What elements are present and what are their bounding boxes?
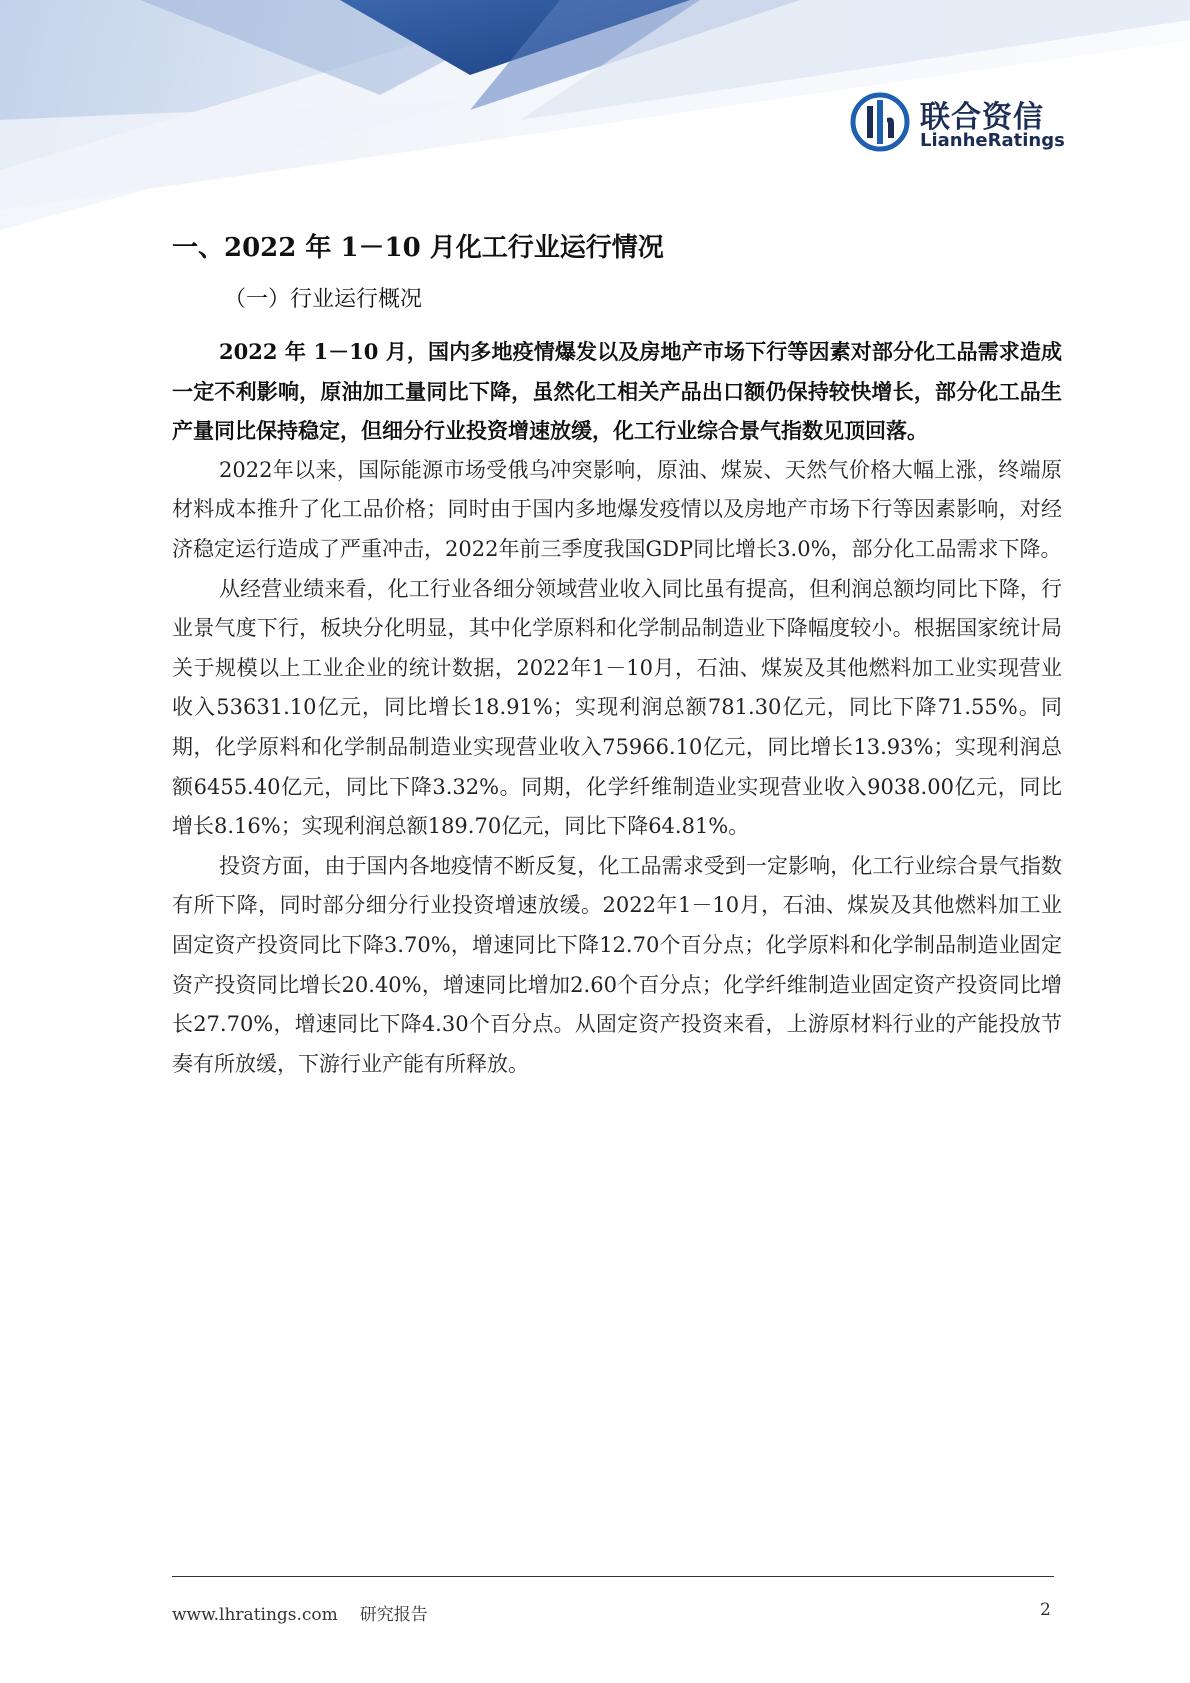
lianhe-ratings-logo-icon — [850, 92, 910, 152]
body-paragraph-investment: 投资方面，由于国内各地疫情不断反复，化工品需求受到一定影响，化工行业综合景气指数有所下降，同时部分细分行业投资增速放缓。2022年1－10月，石油、煤炭及其他燃料加工业固定资产投资同比下降3.70%，增速同比下降12.70个百分点；化学原料和化学制品制造业固定资产投资同比增长20.40%，增速同比增加2.60个百分点；化学纤维制造业固定资产投资同比增长27.70%，增速同比下降4.30个百分点。从固定资产投资来看，上游原材料行业的产能投放节奏有所放缓，下游行业产能有所释放。 — [172, 853, 1062, 1076]
body-paragraph-operating-performance: 从经营业绩来看，化工行业各细分领域营业收入同比虽有提高，但利润总额均同比下降，行业景气度下行，板块分化明显，其中化学原料和化学制品制造业下降幅度较小。根据国家统计局关于规模以上工业企业的统计数据，2022年1－10月，石油、煤炭及其他燃料加工业实现营业收入53631.10亿元，同比增长18.91%；实现利润总额781.30亿元，同比下降71.55%。同期，化学原料和化学制品制造业实现营业收入75966.10亿元，同比增长13.93%；实现利润总额6455.40亿元，同比下降3.32%。同期，化学纤维制造业实现营业收入9038.00亿元，同比增长8.16%；实现利润总额189.70亿元，同比下降64.81%。 — [172, 576, 1062, 839]
footer-info — [172, 1600, 428, 1625]
subsection-title: （一）行业运行概况 — [224, 287, 423, 312]
logo-chinese-name: 联合资信 — [920, 100, 1044, 135]
body-paragraph-energy-market: 2022年以来，国际能源市场受俄乌冲突影响，原油、煤炭、天然气价格大幅上涨，终端原材料成本推升了化工品价格；同时由于国内多地爆发疫情以及房地产市场下行等因素影响，对经济稳定运行造成了严重冲击，2022年前三季度我国GDP同比增长3.0%，部分化工品需求下降。 — [172, 457, 1062, 561]
footer-doc-type: 研究报告 — [359, 1605, 428, 1625]
section-title: 一、2022 年 1－10 月化工行业运行情况 — [172, 233, 664, 263]
footer-divider — [172, 1576, 1054, 1577]
footer-website-link[interactable]: www.lhratings.com — [172, 1605, 338, 1625]
main-content — [172, 228, 1062, 1084]
summary-paragraph: 2022 年 1－10 月，国内多地疫情爆发以及房地产市场下行等因素对部分化工品需求造成一定不利影响，原油加工量同比下降，虽然化工相关产品出口额仍保持较快增长，部分化工品生产量同比保持稳定，但细分行业投资增速放缓，化工行业综合景气指数见顶回落。 — [172, 339, 1062, 444]
brand-logo — [850, 92, 1070, 156]
logo-english-name: LianheRatings — [920, 130, 1065, 151]
page-number: 2 — [1040, 1600, 1051, 1620]
